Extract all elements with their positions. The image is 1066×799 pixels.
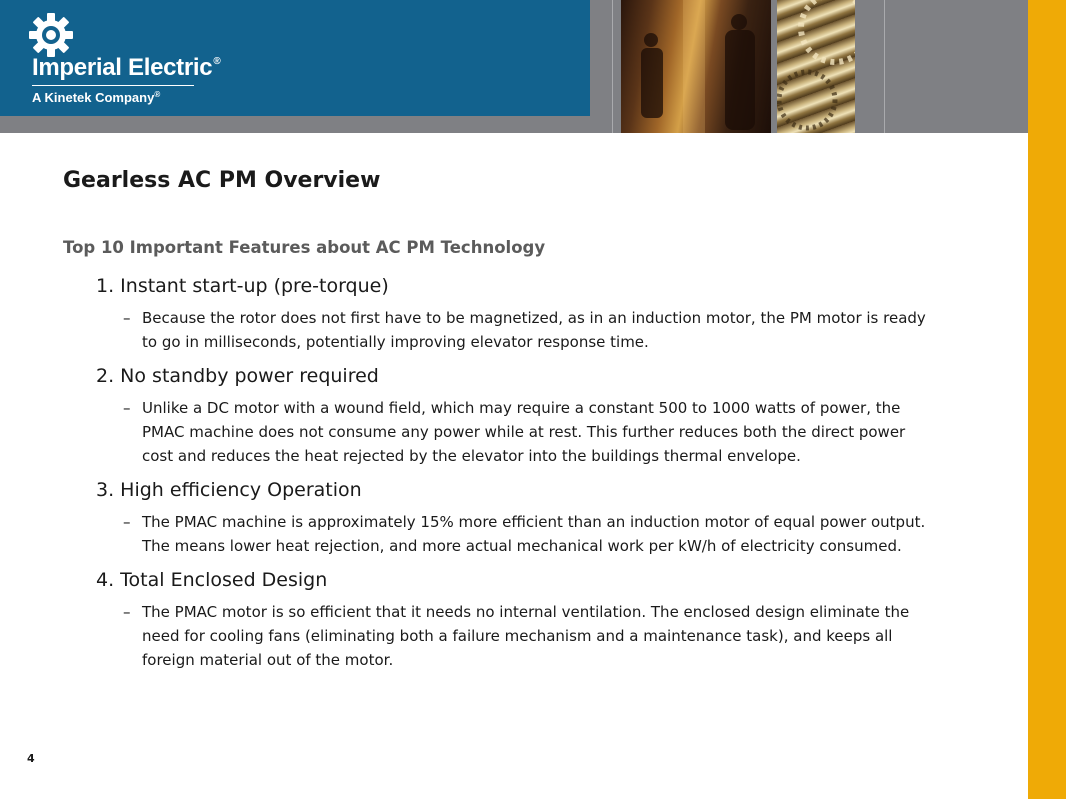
brand-divider xyxy=(32,85,194,86)
dash-bullet: – xyxy=(123,309,131,327)
feature-item xyxy=(96,566,926,672)
feature-heading: 3. High efficiency Operation xyxy=(96,479,362,501)
gears-photo xyxy=(777,0,855,133)
logo-panel xyxy=(0,0,590,116)
feature-item xyxy=(96,476,926,558)
brand-name: Imperial Electric® xyxy=(32,54,221,81)
slide-header xyxy=(0,0,1028,133)
feature-item xyxy=(96,272,926,354)
dash-bullet: – xyxy=(123,399,131,417)
header-divider xyxy=(884,0,885,133)
feature-description: – The PMAC motor is so efficient that it needs no internal ventilation. The enclosed design eliminate the need for cooling fans (eliminating both a failure mechanism and a maintenance task), and keeps all foreign material out of the motor. xyxy=(96,600,926,672)
feature-list xyxy=(96,272,926,680)
people-silhouettes xyxy=(621,0,771,133)
elevator-lobby-photo xyxy=(621,0,771,133)
feature-heading: 1. Instant start-up (pre-torque) xyxy=(96,275,389,297)
gear-icon xyxy=(28,12,74,58)
feature-description: – Because the rotor does not first have to be magnetized, as in an induction motor, the PM motor is ready to go in milliseconds, potentially improving elevator response time. xyxy=(96,306,926,354)
feature-heading: 4. Total Enclosed Design xyxy=(96,569,328,591)
feature-description: – The PMAC machine is approximately 15% more efficient than an induction motor of equal power output. The means lower heat rejection, and more actual mechanical work per kW/h of electricity consumed. xyxy=(96,510,926,558)
feature-heading: 2. No standby power required xyxy=(96,365,379,387)
page-number: 4 xyxy=(27,752,35,765)
brand-tagline: A Kinetek Company® xyxy=(32,90,161,105)
slide-subtitle: Top 10 Important Features about AC PM Technology xyxy=(63,238,546,257)
feature-description: – Unlike a DC motor with a wound field, which may require a constant 500 to 1000 watts of power, the PMAC machine does not consume any power while at rest. This further reduces both the direct power cost and reduces the heat rejected by the elevator into the buildings thermal envelope. xyxy=(96,396,926,468)
slide-title: Gearless AC PM Overview xyxy=(63,168,381,193)
dash-bullet: – xyxy=(123,603,131,621)
header-divider xyxy=(612,0,613,133)
feature-item xyxy=(96,362,926,468)
dash-bullet: – xyxy=(123,513,131,531)
gear-teeth-graphic xyxy=(777,0,855,133)
accent-bar xyxy=(1028,0,1066,799)
